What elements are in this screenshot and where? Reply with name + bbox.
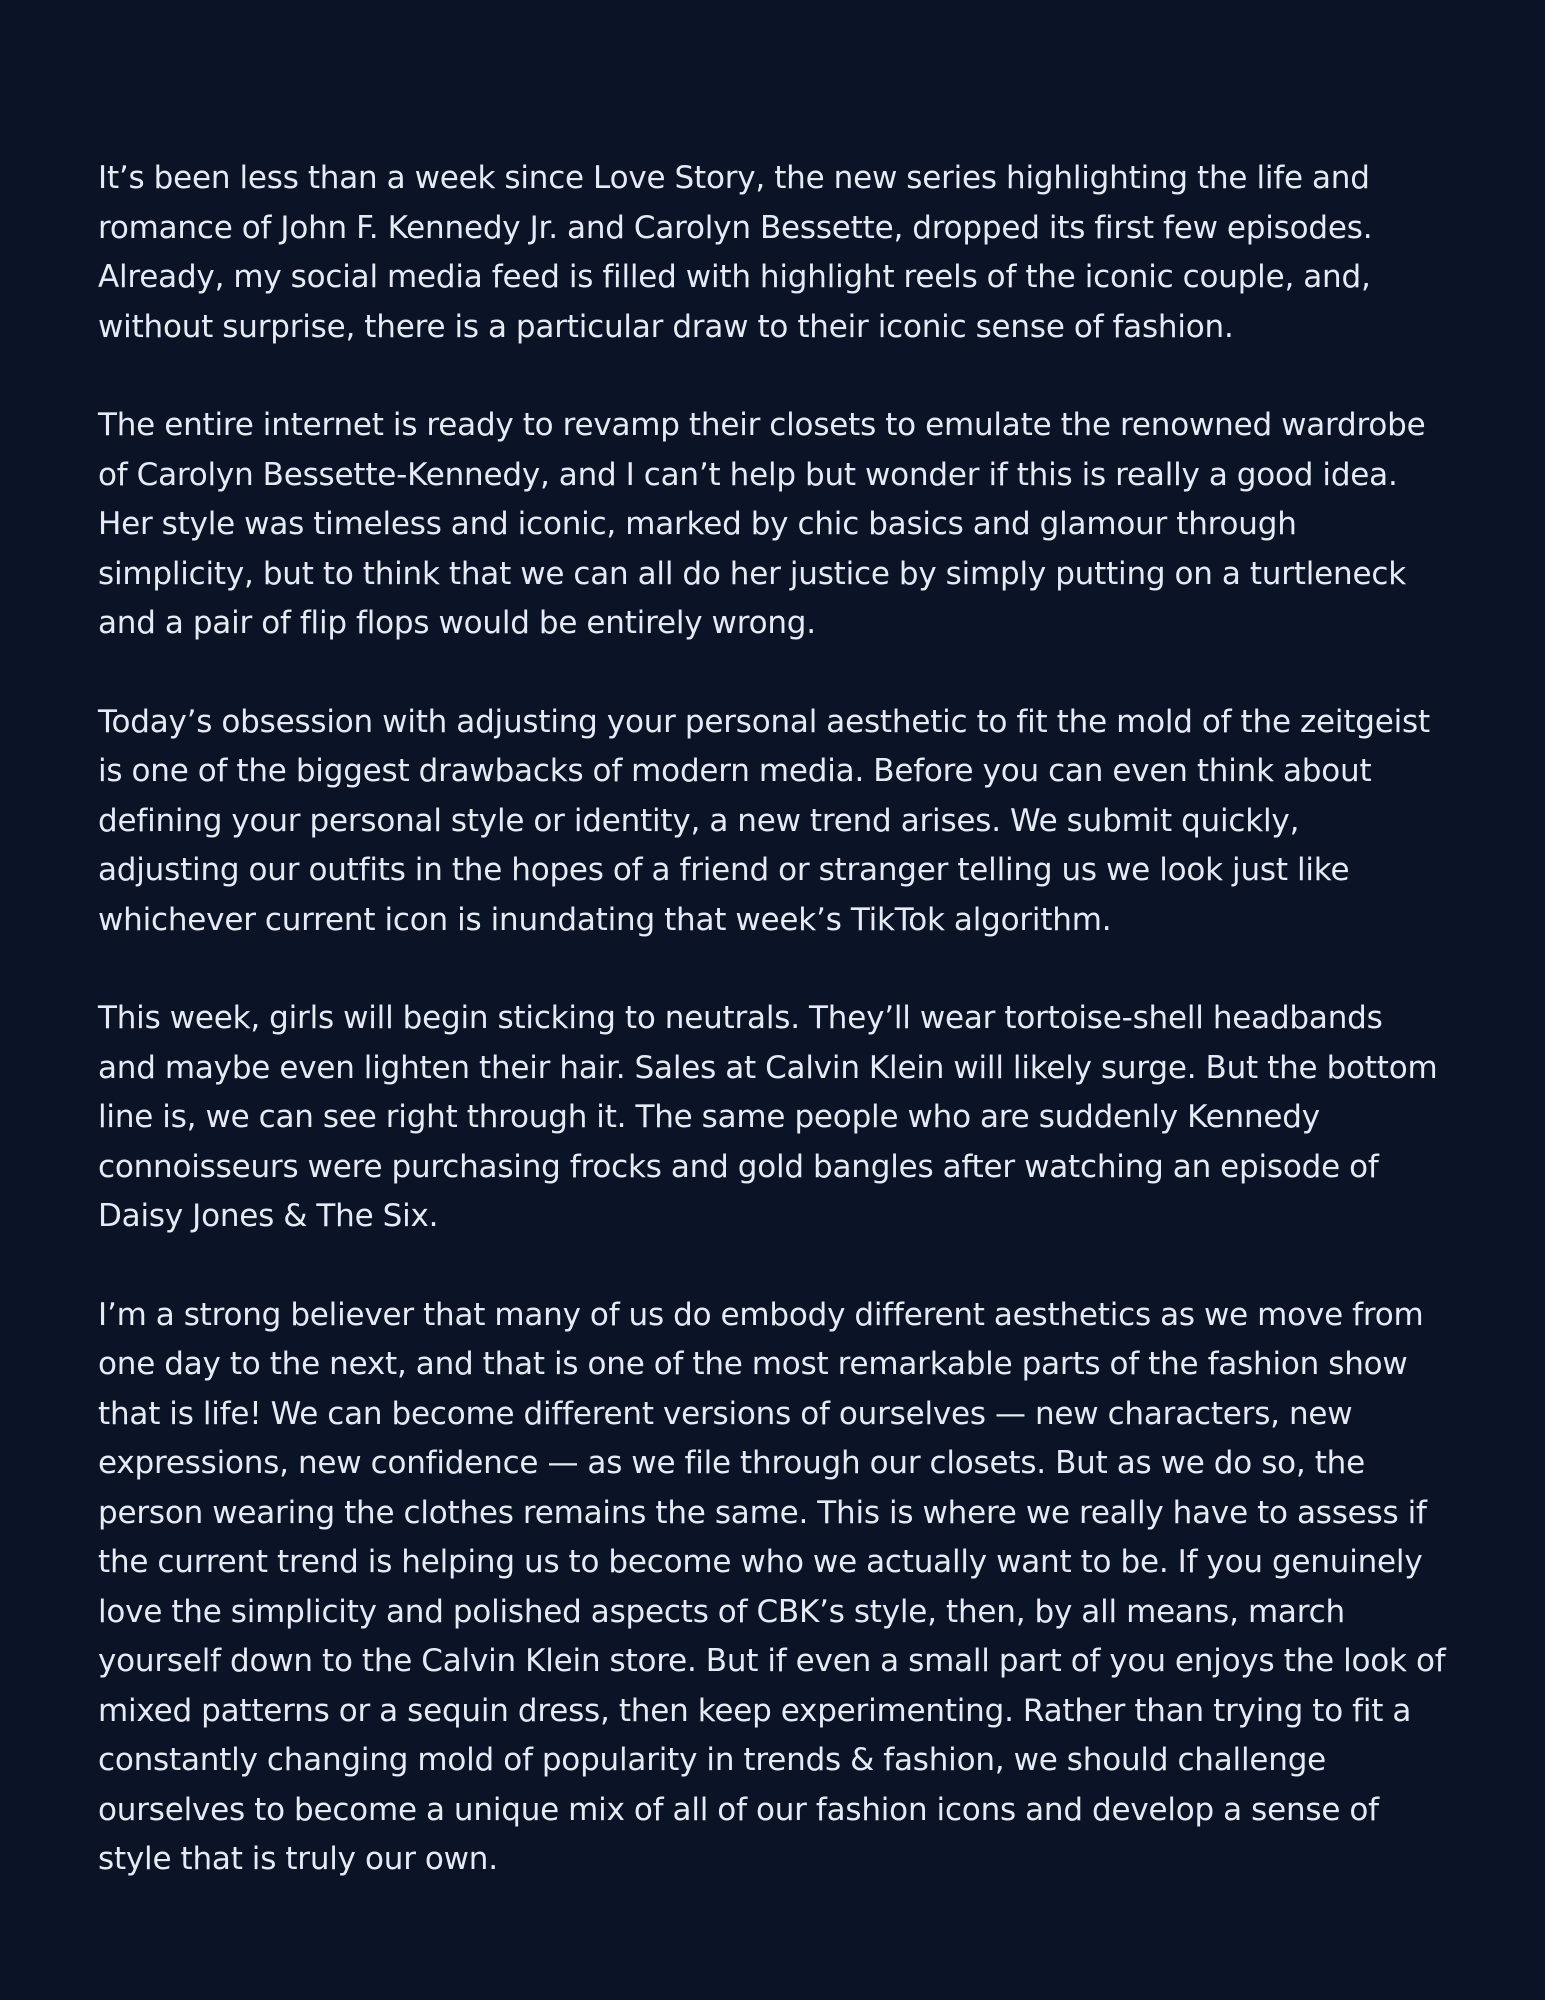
paragraph-2: The entire internet is ready to revamp their closets to emulate the renowned wardrobe of Carolyn Bessette-Kennedy, and I can’t help but wonder if this is really a good idea. Her style was timeless and iconic, marked by chic basics and glamour through simplicity, but to think that we can all do her justice by simply putting on a turtleneck and a pair of flip flops would be entirely wrong. bbox=[98, 407, 1426, 641]
article-body bbox=[98, 154, 1447, 1885]
paragraph-1: It’s been less than a week since Love Story, the new series highlighting the life and romance of John F. Kennedy Jr. and Carolyn Bessette, dropped its first few episodes. Already, my social media feed is filled with highlight reels of the iconic couple, and, without surprise, there is a particular draw to their iconic sense of fashion. bbox=[98, 160, 1373, 345]
paragraph-4: This week, girls will begin sticking to neutrals. They’ll wear tortoise-shell headbands and maybe even lighten their hair. Sales at Calvin Klein will likely surge. But the bottom line is, we can see right through it. The same people who are suddenly Kennedy connoisseurs were purchasing frocks and gold bangles after watching an episode of Daisy Jones & The Six. bbox=[98, 1000, 1438, 1234]
paragraph-3: Today’s obsession with adjusting your personal aesthetic to fit the mold of the zeitgeist is one of the biggest drawbacks of modern media. Before you can even think about defining your personal style or identity, a new trend arises. We submit quickly, adjusting our outfits in the hopes of a friend or stranger telling us we look just like whichever current icon is inundating that week’s TikTok algorithm. bbox=[98, 703, 1430, 938]
paragraph-5: I’m a strong believer that many of us do embody different aesthetics as we move from one day to the next, and that is one of the most remarkable parts of the fashion show that is life! We can become different versions of ourselves — new characters, new expressions, new confidence — as we file through our closets. But as we do so, the person wearing the clothes remains the same. This is where we really have to assess if the current trend is helping us to become who we actually want to be. If you genuinely love the simplicity and polished aspects of CBK’s style, then, by all means, march yourself down to the Calvin Klein store. But if even a small part of you enjoys the look of mixed patterns or a sequin dress, then keep experimenting. Rather than trying to fit a constantly changing mold of popularity in trends & fashion, we should challenge ourselves to become a unique mix of all of our fashion icons and develop a sense of style that is truly our own. bbox=[98, 1296, 1446, 1877]
